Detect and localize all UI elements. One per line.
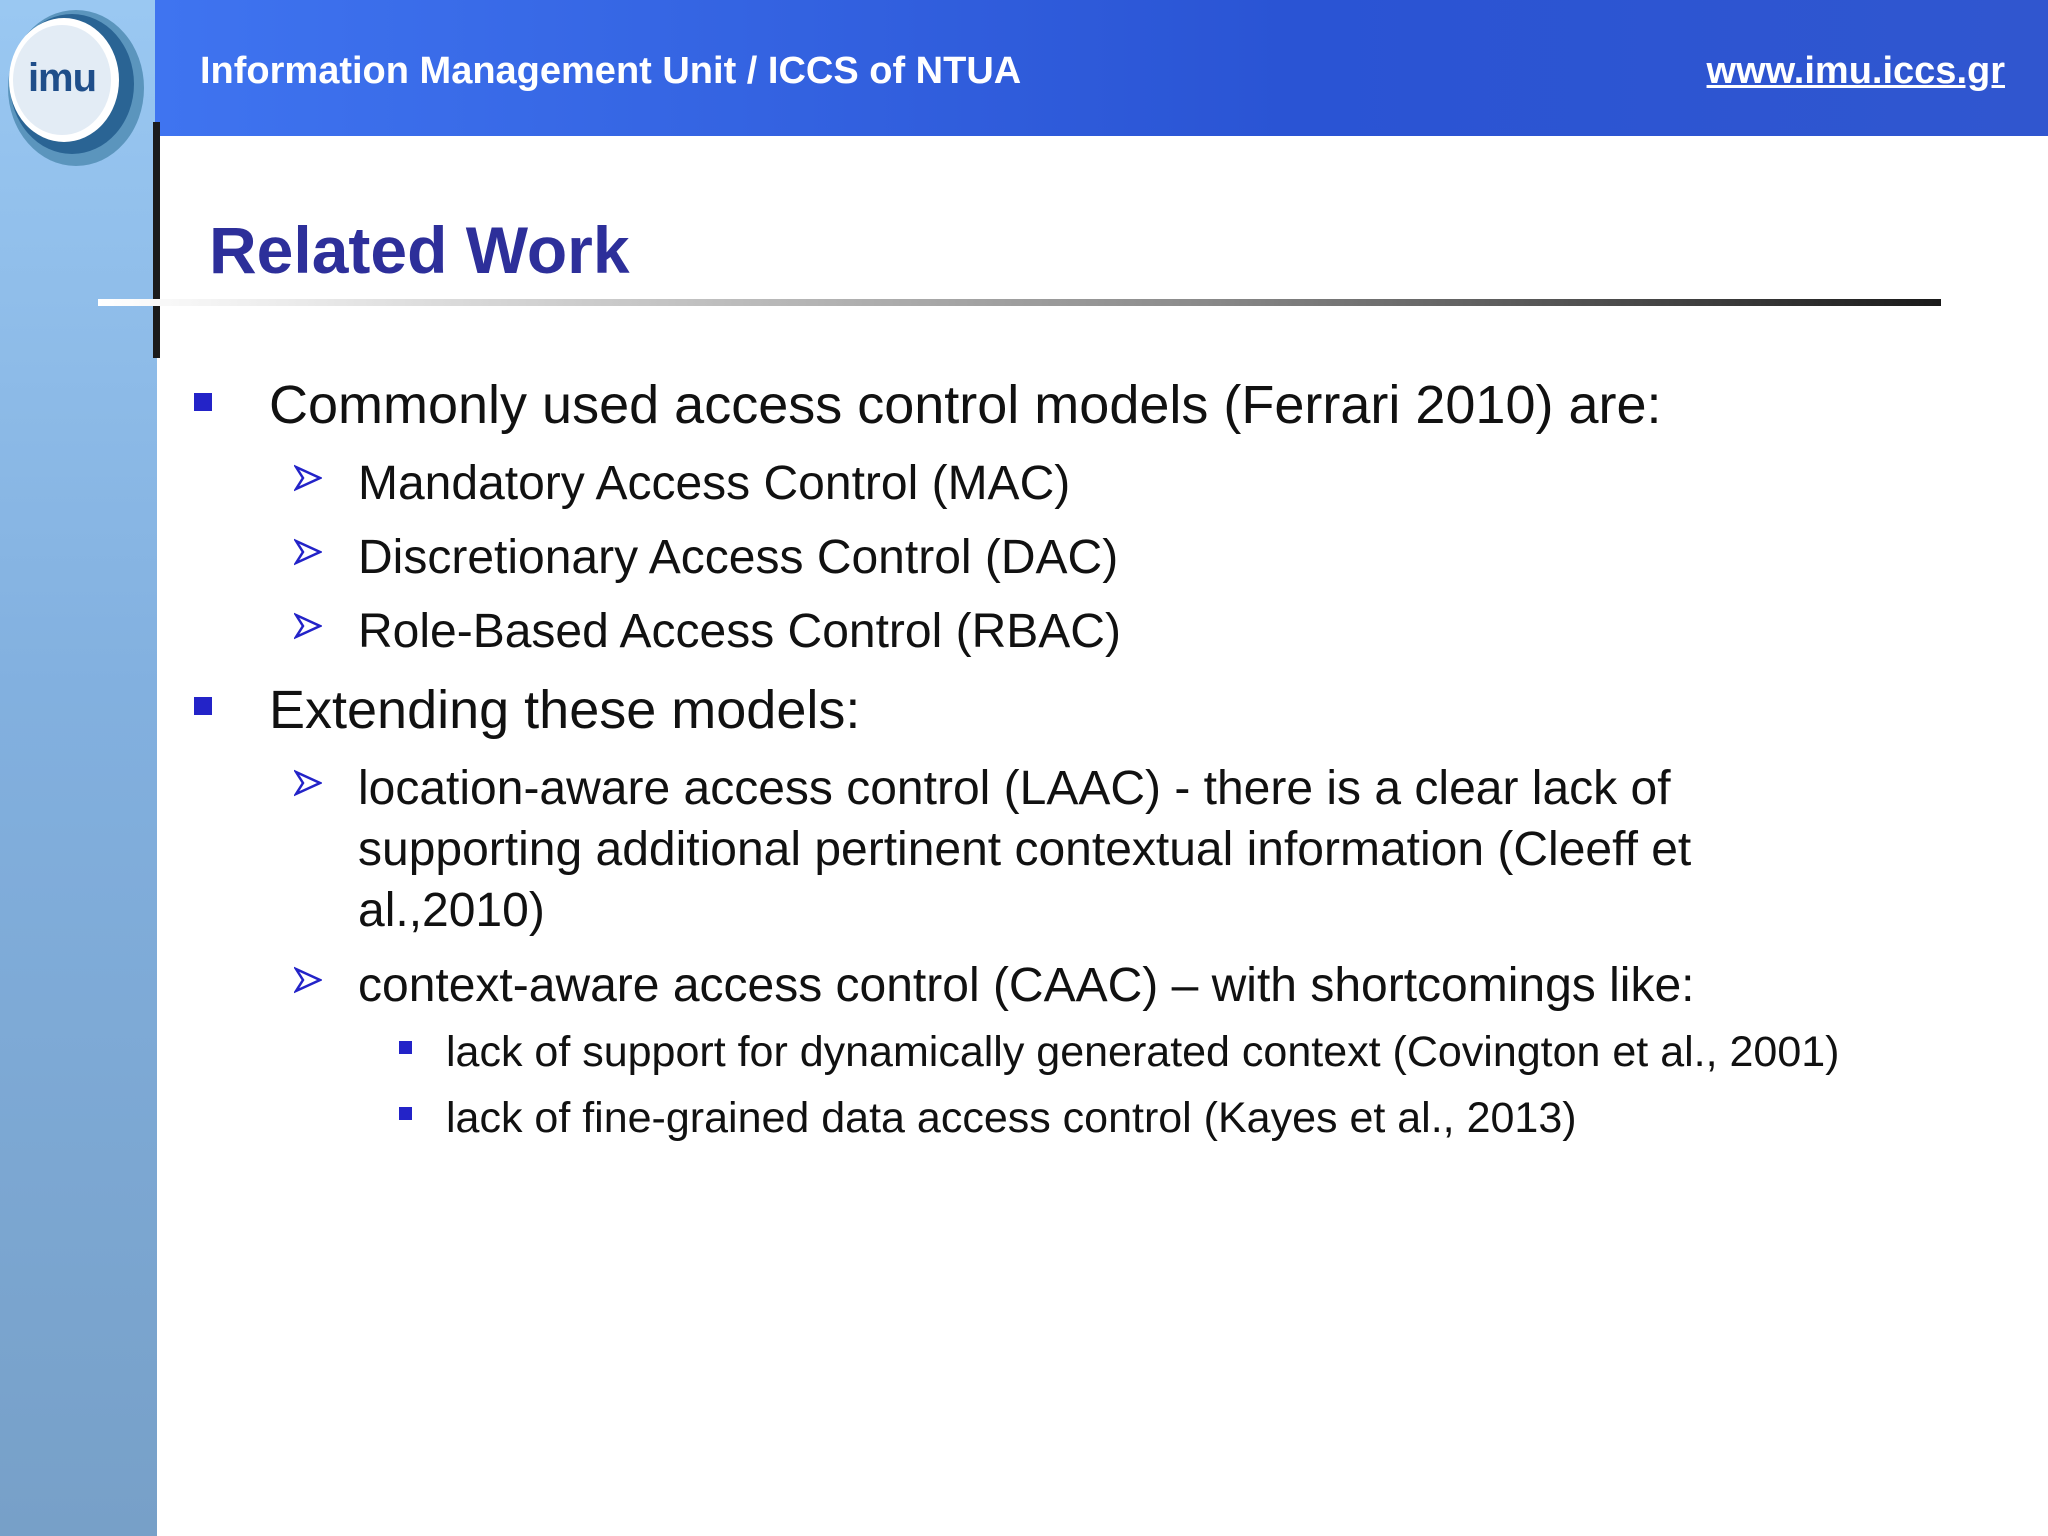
small-square-bullet-icon (399, 1041, 412, 1054)
sub-item-laac-line3: al.,2010) (358, 884, 545, 937)
sub-item-dac: Discretionary Access Control (DAC) (358, 531, 1119, 584)
header-url-link[interactable]: www.imu.iccs.gr (1706, 50, 2005, 92)
sub-item-rbac: Role-Based Access Control (RBAC) (358, 605, 1121, 658)
slide-title: Related Work (209, 213, 630, 287)
logo-text: imu (27, 56, 97, 100)
sub-sub-item-dynamic-context: lack of support for dynamically generated context (Covington et al., 2001) (446, 1028, 1840, 1076)
arrow-bullet-icon (294, 966, 322, 994)
square-bullet-icon (194, 393, 212, 411)
bullet-commonly-used: Commonly used access control models (Ferrari 2010) are: (269, 375, 1662, 435)
sub-item-laac-line2: supporting additional pertinent contextual information (Cleeff et (358, 823, 1692, 876)
arrow-bullet-icon (294, 538, 322, 566)
bullet-extending-models: Extending these models: (269, 680, 861, 740)
arrow-bullet-icon (294, 769, 322, 797)
header-bar (155, 0, 2048, 136)
arrow-bullet-icon (294, 612, 322, 640)
small-square-bullet-icon (399, 1107, 412, 1120)
vertical-accent-line (153, 122, 160, 358)
title-divider (98, 299, 1941, 306)
sub-sub-item-fine-grained: lack of fine-grained data access control (Kayes et al., 2013) (446, 1094, 1577, 1142)
sub-item-caac: context-aware access control (CAAC) – with shortcomings like: (358, 959, 1695, 1012)
left-sidebar-band (0, 0, 157, 1536)
imu-logo (4, 4, 146, 166)
sub-item-mac: Mandatory Access Control (MAC) (358, 457, 1071, 510)
arrow-bullet-icon (294, 464, 322, 492)
header-title: Information Management Unit / ICCS of NTUA (200, 50, 1022, 92)
square-bullet-icon (194, 697, 212, 715)
sub-item-laac-line1: location-aware access control (LAAC) - there is a clear lack of (358, 762, 1671, 815)
